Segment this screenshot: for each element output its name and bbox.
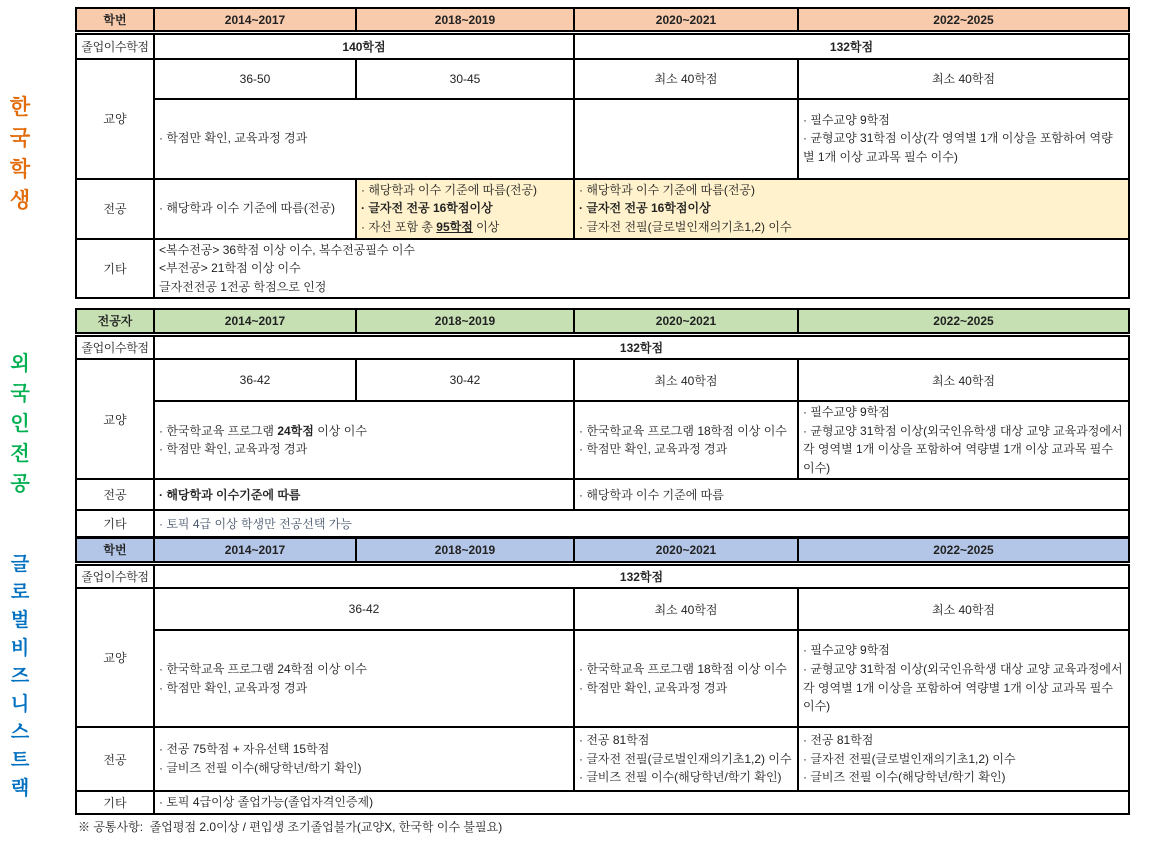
gyoyang-note-2022: · 필수교양 9학점 · 균형교양 31학점 이상(각 영역별 1개 이상을 포함하여 역량별 1개 이상 교과목 필수 이수) [798, 99, 1129, 179]
header-year-2020-2021: 2020~2021 [574, 538, 798, 563]
gyoyang-row-label: 교양 [76, 59, 154, 179]
header-year-2018-2019: 2018~2019 [356, 309, 574, 334]
common-note: ※ 공통사항: 졸업평점 2.0이상 / 편입생 조기졸업불가(교양X, 한국학 이수 불필요) [78, 820, 503, 834]
header-year-2018-2019: 2018~2019 [356, 538, 574, 563]
gyoyang-range-2018: 30-42 [356, 359, 574, 401]
gyoyang-range-2014: 36-42 [154, 359, 356, 401]
major-note-2022: · 전공 81학점 · 글자전 전필(글로벌인재의기초1,2) 이수 · 글비즈 전필 이수(해당학년/학기 확인) [798, 727, 1129, 791]
gyoyang-note-2022: · 필수교양 9학점 · 균형교양 31학점 이상(외국인유학생 대상 교양 교육과정에서 각 영역별 1개 이상을 포함하여 역량별 1개 이상 교과목 필수 이수) [798, 630, 1129, 727]
credits-132: 132학점 [154, 334, 1129, 359]
side-label-global-business-track: 글 로 벌 비 즈 니 스 트 랙 [10, 554, 30, 799]
table-foreign-major [75, 308, 1130, 538]
major-note-2014-2019: · 해당학과 이수기준에 따름 [154, 479, 574, 510]
major-row-label: 전공 [76, 179, 154, 239]
major-row-label: 전공 [76, 727, 154, 791]
etc-row-label: 기타 [76, 791, 154, 814]
credits-row-label: 졸업이수학점 [76, 334, 154, 359]
header-year-2014-2017: 2014~2017 [154, 8, 356, 33]
credits-132: 132학점 [574, 33, 1129, 59]
etc-row-label: 기타 [76, 239, 154, 299]
header-year-2020-2021: 2020~2021 [574, 8, 798, 33]
major-row-label: 전공 [76, 479, 154, 510]
gyoyang-range-2014: 36-50 [154, 59, 356, 99]
etc-row-label: 기타 [76, 510, 154, 537]
gyoyang-range-2020: 최소 40학점 [574, 588, 798, 630]
gyoyang-note-2014-2019: · 학점만 확인, 교육과정 경과 [154, 99, 574, 179]
gyoyang-range-2020: 최소 40학점 [574, 359, 798, 401]
credits-140: 140학점 [154, 33, 574, 59]
gyoyang-range-2014-2019: 36-42 [154, 588, 574, 630]
gyoyang-note-2014-2019: · 한국학교육 프로그램 24학점 이상 이수 · 학점만 확인, 교육과정 경과 [154, 401, 574, 479]
gyoyang-note-2020-empty [574, 99, 798, 179]
etc-note: <복수전공> 36학점 이상 이수, 복수전공필수 이수 <부전공> 21학점 이상 이수 글자전전공 1전공 학점으로 인정 [154, 239, 1129, 299]
header-year-2022-2025: 2022~2025 [798, 309, 1129, 334]
header-year-2020-2021: 2020~2021 [574, 309, 798, 334]
major-note-2018: · 해당학과 이수 기준에 따름(전공) · 글자전 전공 16학점이상 · 자선 포함 총 95학점 이상 [356, 179, 574, 239]
header-year-2014-2017: 2014~2017 [154, 309, 356, 334]
table-korean-students [75, 7, 1130, 299]
header-year-2014-2017: 2014~2017 [154, 538, 356, 563]
credits-row-label: 졸업이수학점 [76, 563, 154, 588]
gyoyang-note-2022: · 필수교양 9학점 · 균형교양 31학점 이상(외국인유학생 대상 교양 교육과정에서 각 영역별 1개 이상을 포함하여 역량별 1개 이상 교과목 필수 이수) [798, 401, 1129, 479]
header-year-2022-2025: 2022~2025 [798, 538, 1129, 563]
major-note-2020-2025: · 해당학과 이수 기준에 따름(전공) · 글자전 전공 16학점이상 · 글자전 전필(글로벌인재의기초1,2) 이수 [574, 179, 1129, 239]
header-corner: 학번 [76, 8, 154, 33]
gyoyang-note-2020: · 한국학교육 프로그램 18학점 이상 이수 · 학점만 확인, 교육과정 경과 [574, 401, 798, 479]
gyoyang-note-2020: · 한국학교육 프로그램 18학점 이상 이수 · 학점만 확인, 교육과정 경과 [574, 630, 798, 727]
gyoyang-note-2014-2019: · 한국학교육 프로그램 24학점 이상 이수 · 학점만 확인, 교육과정 경과 [154, 630, 574, 727]
major-note-2014: · 해당학과 이수 기준에 따름(전공) [154, 179, 356, 239]
gyoyang-range-2020: 최소 40학점 [574, 59, 798, 99]
side-label-korean-students: 한 국 학 생 [9, 96, 31, 212]
header-year-2018-2019: 2018~2019 [356, 8, 574, 33]
header-corner: 학번 [76, 538, 154, 563]
etc-note: · 토픽 4급 이상 학생만 전공선택 가능 [154, 510, 1129, 537]
credits-row-label: 졸업이수학점 [76, 33, 154, 59]
gyoyang-row-label: 교양 [76, 588, 154, 727]
gyoyang-range-2022: 최소 40학점 [798, 359, 1129, 401]
etc-note: · 토픽 4급이상 졸업가능(졸업자격인증제) [154, 791, 1129, 814]
gyoyang-range-2018: 30-45 [356, 59, 574, 99]
major-note-2020-2025: · 해당학과 이수 기준에 따름 [574, 479, 1129, 510]
gyoyang-range-2022: 최소 40학점 [798, 588, 1129, 630]
credits-132: 132학점 [154, 563, 1129, 588]
gyoyang-row-label: 교양 [76, 359, 154, 479]
gyoyang-range-2022: 최소 40학점 [798, 59, 1129, 99]
header-year-2022-2025: 2022~2025 [798, 8, 1129, 33]
major-note-2020: · 전공 81학점 · 글자전 전필(글로벌인재의기초1,2) 이수 · 글비즈 전필 이수(해당학년/학기 확인) [574, 727, 798, 791]
header-corner: 전공자 [76, 309, 154, 334]
side-label-foreign-major: 외 국 인 전 공 [10, 353, 30, 495]
major-note-2014-2019: · 전공 75학점 + 자유선택 15학점 · 글비즈 전필 이수(해당학년/학기 확인) [154, 727, 574, 791]
table-global-business-track [75, 537, 1130, 815]
